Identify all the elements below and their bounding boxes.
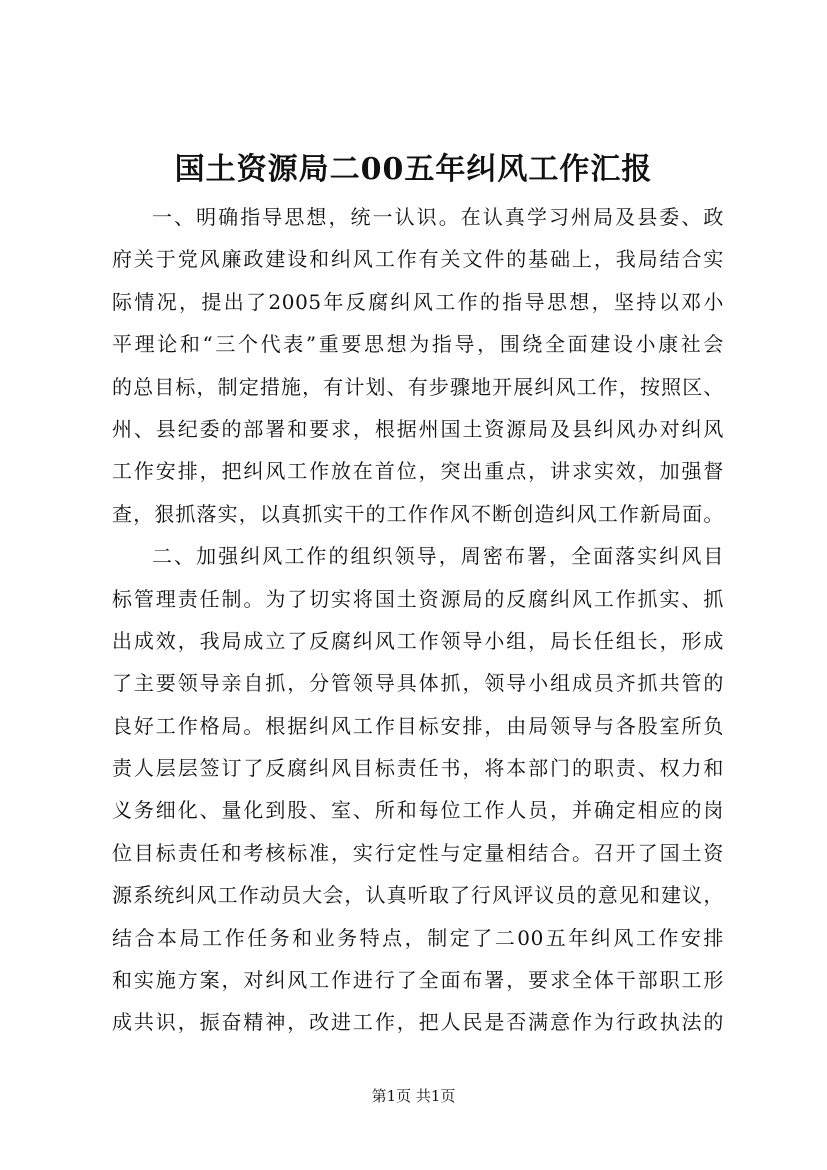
- paragraph-line: 源系统纠风工作动员大会，认真听取了行风评议员的意见和建议，: [112, 883, 724, 908]
- document-body: [112, 196, 724, 1044]
- paragraph-line: 义务细化、量化到股、室、所和每位工作人员，并确定相应的岗: [112, 798, 724, 823]
- document-title: 国土资源局二00五年纠风工作汇报: [174, 152, 653, 187]
- paragraph-line: 工作安排，把纠风工作放在首位，突出重点，讲求实效，加强督: [112, 459, 724, 484]
- paragraph-line: 标管理责任制。为了切实将国土资源局的反腐纠风工作抓实、抓: [112, 586, 724, 611]
- paragraph-line: 二、加强纠风工作的组织领导，周密布署，全面落实纠风目: [152, 544, 724, 569]
- paragraph-line: 了主要领导亲自抓，分管领导具体抓，领导小组成员齐抓共管的: [112, 671, 724, 696]
- paragraph-line: 位目标责任和考核标准，实行定性与定量相结合。召开了国土资: [112, 840, 724, 865]
- paragraph-line: 责人层层签订了反腐纠风目标责任书，将本部门的职责、权力和: [112, 756, 724, 781]
- paragraph-line: 良好工作格局。根据纠风工作目标安排，由局领导与各股室所负: [112, 713, 724, 738]
- paragraph-line: 出成效，我局成立了反腐纠风工作领导小组，局长任组长，形成: [112, 628, 724, 653]
- paragraph-line: 和实施方案，对纠风工作进行了全面布署，要求全体干部职工形: [112, 968, 724, 993]
- paragraph-line: 查，狠抓落实，以真抓实干的工作作风不断创造纠风工作新局面。: [112, 501, 724, 526]
- paragraph-line: 平理论和“三个代表”重要思想为指导，围绕全面建设小康社会: [112, 332, 724, 357]
- paragraph-line: 结合本局工作任务和业务特点，制定了二00五年纠风工作安排: [112, 925, 724, 950]
- paragraph-line: 州、县纪委的部署和要求，根据州国土资源局及县纠风办对纠风: [112, 416, 724, 441]
- paragraph-line: 府关于党风廉政建设和纠风工作有关文件的基础上，我局结合实: [112, 247, 724, 272]
- paragraph-line: 的总目标，制定措施，有计划、有步骤地开展纠风工作，按照区、: [112, 374, 724, 399]
- paragraph-line: 一、明确指导思想，统一认识。在认真学习州局及县委、政: [152, 205, 724, 229]
- page-number-footer: 第1页 共1页: [371, 1087, 456, 1105]
- paragraph-line: 成共识，振奋精神，改进工作，把人民是否满意作为行政执法的: [112, 1010, 724, 1035]
- paragraph-line: 际情况，提出了2005年反腐纠风工作的指导思想，坚持以邓小: [112, 289, 724, 314]
